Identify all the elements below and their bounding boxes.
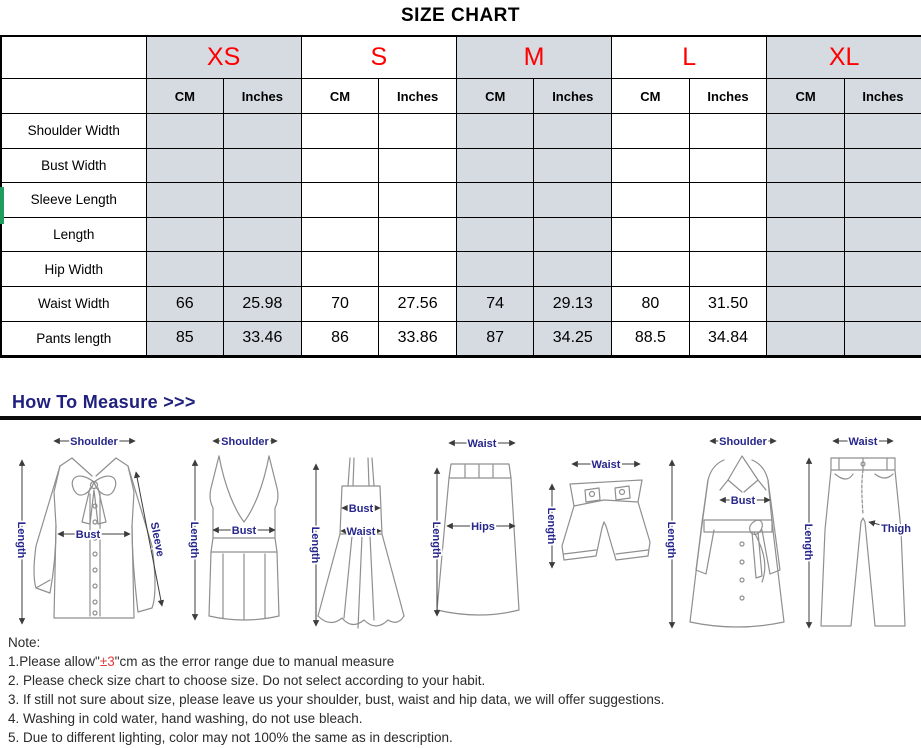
tank-bust-label: Bust xyxy=(231,525,257,537)
coat-sketch xyxy=(690,456,784,627)
table-cell xyxy=(379,114,457,149)
table-cell xyxy=(379,252,457,287)
shorts-dimensions xyxy=(545,459,640,568)
table-cell xyxy=(146,148,224,183)
table-cell xyxy=(456,252,534,287)
row-label: Pants length xyxy=(1,321,146,357)
dress-waist-label: Waist xyxy=(346,526,376,538)
table-cell xyxy=(612,252,690,287)
pants-thigh-label: Thigh xyxy=(881,523,911,535)
skirt-length-label: Length xyxy=(430,521,442,559)
pants-length-label: Length xyxy=(802,523,814,561)
unit-header: CM xyxy=(612,79,690,114)
unit-header: CM xyxy=(146,79,224,114)
table-cell: 85 xyxy=(146,321,224,357)
coat-bust-label: Bust xyxy=(730,495,756,507)
unit-header: CM xyxy=(301,79,379,114)
table-cell xyxy=(224,148,302,183)
table-cell xyxy=(224,183,302,218)
table-row xyxy=(1,252,921,287)
blouse-shoulder-label: Shoulder xyxy=(70,436,118,448)
note-line xyxy=(8,652,913,671)
unit-header-row xyxy=(1,79,921,114)
table-cell: 86 xyxy=(301,321,379,357)
table-cell xyxy=(379,217,457,252)
pants-figure xyxy=(795,430,913,632)
unit-header: Inches xyxy=(689,79,767,114)
size-header-m: M xyxy=(456,36,611,79)
table-cell xyxy=(767,114,845,149)
table-cell xyxy=(456,183,534,218)
table-cell xyxy=(456,148,534,183)
table-cell xyxy=(844,217,921,252)
table-cell: 88.5 xyxy=(612,321,690,357)
table-cell: 80 xyxy=(612,286,690,321)
row-label: Waist Width xyxy=(1,286,146,321)
size-header-l: L xyxy=(612,36,767,79)
coat-figure xyxy=(658,430,790,632)
table-cell xyxy=(844,114,921,149)
skirt-figure xyxy=(425,430,530,632)
tank-length-label: Length xyxy=(188,521,200,559)
how-to-measure-heading: How To Measure >>> xyxy=(12,392,196,412)
table-cell xyxy=(844,148,921,183)
table-row xyxy=(1,148,921,183)
slip-dress-figure xyxy=(306,430,416,632)
unit-header: Inches xyxy=(534,79,612,114)
unit-header: Inches xyxy=(844,79,921,114)
size-header-xs: XS xyxy=(146,36,301,79)
table-cell xyxy=(301,252,379,287)
table-cell xyxy=(767,252,845,287)
page-title: SIZE CHART xyxy=(401,5,520,26)
note-line: 4. Washing in cold water, hand washing, do not use bleach. xyxy=(8,711,363,726)
size-header-s: S xyxy=(301,36,456,79)
shorts-length-label: Length xyxy=(545,507,557,545)
table-cell xyxy=(612,148,690,183)
table-cell xyxy=(844,252,921,287)
table-cell xyxy=(146,114,224,149)
note-line: 5. Due to different lighting, color may not 100% the same as in description. xyxy=(8,730,453,745)
table-cell: 33.86 xyxy=(379,321,457,357)
skirt-dimensions xyxy=(430,438,515,616)
table-cell xyxy=(612,114,690,149)
table-cell xyxy=(146,183,224,218)
table-cell xyxy=(767,321,845,357)
table-cell xyxy=(689,217,767,252)
notes-section xyxy=(8,633,913,747)
unit-header: Inches xyxy=(379,79,457,114)
row-label: Bust Width xyxy=(1,148,146,183)
tank-shoulder-label: Shoulder xyxy=(221,436,269,448)
table-row xyxy=(1,286,921,321)
table-cell xyxy=(767,217,845,252)
table-cell: 34.25 xyxy=(534,321,612,357)
table-cell xyxy=(301,148,379,183)
shorts-waist-label: Waist xyxy=(591,459,621,471)
slip-dress-sketch xyxy=(318,458,404,628)
tank-top-dimensions xyxy=(188,436,277,620)
table-cell xyxy=(301,183,379,218)
table-row-selected xyxy=(1,183,921,218)
corner-cell xyxy=(1,36,146,79)
table-cell xyxy=(767,286,845,321)
table-row xyxy=(1,114,921,149)
table-cell: 87 xyxy=(456,321,534,357)
table-cell xyxy=(534,148,612,183)
table-cell xyxy=(534,114,612,149)
blouse-sleeve-label: Sleeve xyxy=(147,521,167,558)
coat-shoulder-label: Shoulder xyxy=(719,436,767,448)
note-text: 1.Please allow" xyxy=(8,654,100,669)
skirt-waist-label: Waist xyxy=(467,438,497,450)
table-cell xyxy=(379,148,457,183)
size-table xyxy=(0,35,921,358)
table-cell xyxy=(689,252,767,287)
table-cell xyxy=(844,183,921,218)
table-cell xyxy=(689,114,767,149)
skirt-sketch xyxy=(437,464,519,615)
blouse-figure xyxy=(12,430,177,632)
table-cell: 31.50 xyxy=(689,286,767,321)
size-header-xl: XL xyxy=(767,36,921,79)
coat-length-label: Length xyxy=(665,521,677,559)
table-cell xyxy=(767,148,845,183)
blouse-length-label: Length xyxy=(15,521,27,559)
table-row xyxy=(1,321,921,357)
dress-length-label: Length xyxy=(309,526,321,564)
table-cell: 33.46 xyxy=(224,321,302,357)
table-cell: 66 xyxy=(146,286,224,321)
table-cell xyxy=(146,252,224,287)
table-cell xyxy=(534,252,612,287)
shorts-sketch xyxy=(562,480,650,560)
size-header-row xyxy=(1,36,921,79)
selected-cell-marker xyxy=(0,187,4,224)
tank-top-figure xyxy=(183,430,305,632)
tank-top-sketch xyxy=(209,456,279,620)
table-cell xyxy=(767,183,845,218)
row-label: Sleeve Length xyxy=(1,183,146,218)
table-cell: 34.84 xyxy=(689,321,767,357)
table-cell xyxy=(844,321,921,357)
table-cell: 27.56 xyxy=(379,286,457,321)
table-cell xyxy=(146,217,224,252)
table-cell: 70 xyxy=(301,286,379,321)
table-cell xyxy=(456,217,534,252)
table-cell xyxy=(612,183,690,218)
table-cell xyxy=(844,286,921,321)
table-cell xyxy=(612,217,690,252)
shorts-figure xyxy=(540,430,655,632)
table-cell xyxy=(224,217,302,252)
skirt-hips-label: Hips xyxy=(471,521,495,533)
dress-bust-label: Bust xyxy=(348,503,374,515)
table-cell xyxy=(534,217,612,252)
unit-header: CM xyxy=(456,79,534,114)
table-cell xyxy=(301,114,379,149)
note-highlight: ±3 xyxy=(99,654,115,669)
row-label: Hip Width xyxy=(1,252,146,287)
unit-header: Inches xyxy=(224,79,302,114)
table-cell: 29.13 xyxy=(534,286,612,321)
table-cell xyxy=(534,183,612,218)
row-label: Length xyxy=(1,217,146,252)
notes-heading: Note: xyxy=(8,635,41,650)
table-row xyxy=(1,217,921,252)
table-cell xyxy=(301,217,379,252)
pants-waist-label: Waist xyxy=(848,436,878,448)
table-cell xyxy=(456,114,534,149)
table-cell xyxy=(689,183,767,218)
note-text: "cm as the error range due to manual measure xyxy=(114,654,395,669)
measure-figures xyxy=(0,430,921,632)
unit-header: CM xyxy=(767,79,845,114)
corner-cell xyxy=(1,79,146,114)
heading-rule xyxy=(0,416,921,420)
table-cell xyxy=(379,183,457,218)
blouse-bust-label: Bust xyxy=(75,529,101,541)
pants-sketch xyxy=(821,458,905,626)
table-cell xyxy=(224,252,302,287)
table-cell: 74 xyxy=(456,286,534,321)
table-cell: 25.98 xyxy=(224,286,302,321)
note-line: 3. If still not sure about size, please leave us your shoulder, bust, waist and hip data, we will offer suggestions. xyxy=(8,692,665,707)
row-label: Shoulder Width xyxy=(1,114,146,149)
note-line: 2. Please check size chart to choose size. Do not select according to your habit. xyxy=(8,673,486,688)
table-cell xyxy=(224,114,302,149)
table-cell xyxy=(689,148,767,183)
